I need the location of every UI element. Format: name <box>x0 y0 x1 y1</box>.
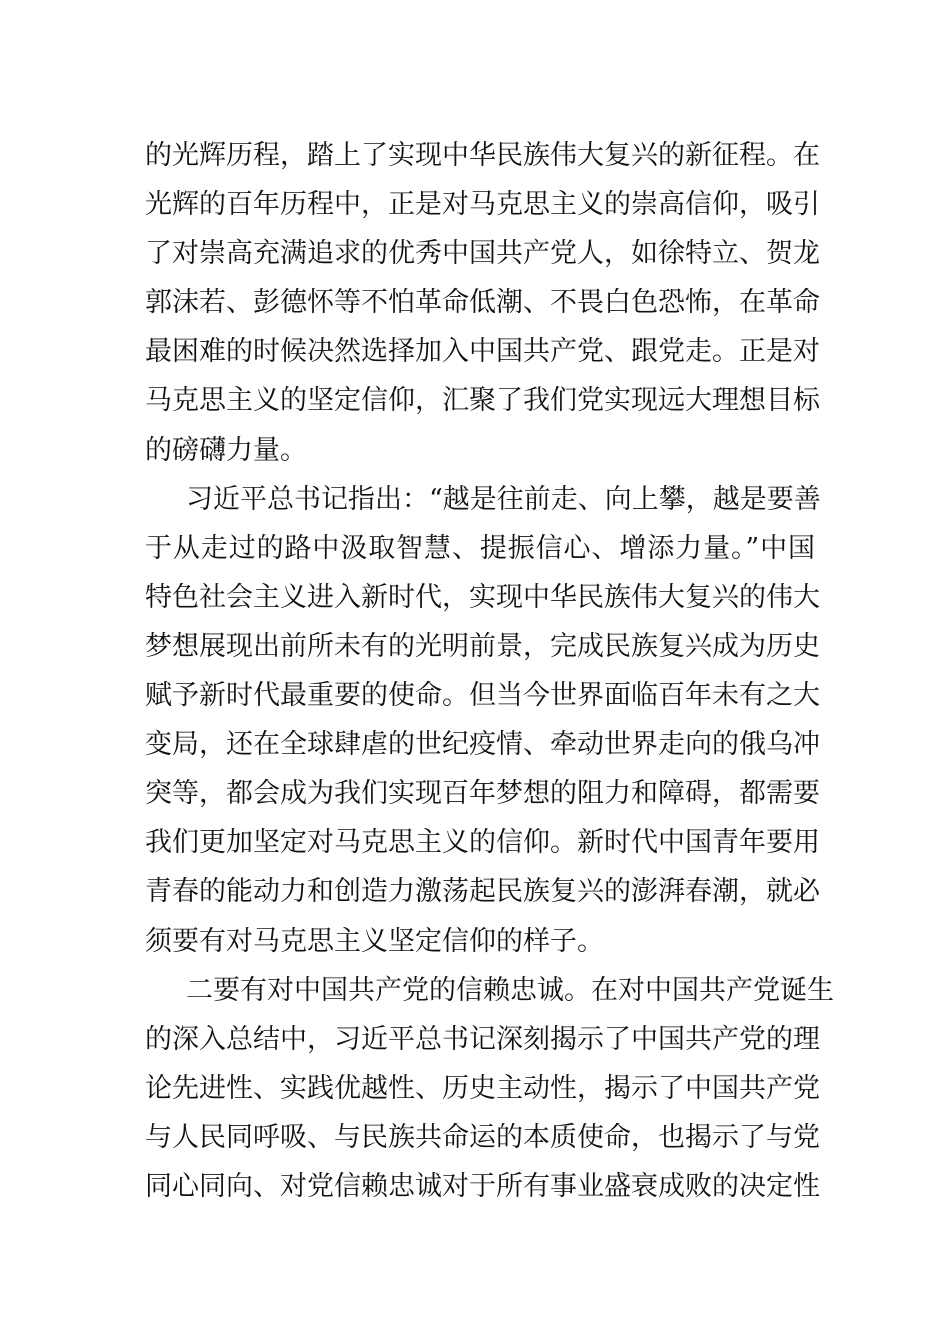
text-line: 我们更加坚定对马克思主义的信仰。新时代中国青年要用 <box>145 827 820 859</box>
text-line: 特色社会主义进入新时代，实现中华民族伟大复兴的伟大 <box>145 581 820 613</box>
document-body <box>145 131 834 1211</box>
text-line: 须要有对马克思主义坚定信仰的样子。 <box>145 925 604 957</box>
text-line: 最困难的时候决然选择加入中国共产党、跟党走。正是对 <box>145 336 820 368</box>
text-line: 的深入总结中，习近平总书记深刻揭示了中国共产党的理 <box>145 1023 820 1055</box>
text-line: 了对崇高充满追求的优秀中国共产党人，如徐特立、贺龙 <box>145 238 820 270</box>
text-line: 变局，还在全球肆虐的世纪疫情、牵动世界走向的俄乌冲 <box>145 729 820 761</box>
text-line: 马克思主义的坚定信仰，汇聚了我们党实现远大理想目标 <box>145 385 820 417</box>
text-line: 的光辉历程，踏上了实现中华民族伟大复兴的新征程。在 <box>145 140 820 171</box>
text-line: 同心同向、对党信赖忠诚对于所有事业盛衰成败的决定性 <box>145 1170 820 1202</box>
text-line: 青春的能动力和创造力激荡起民族复兴的澎湃春潮，就必 <box>145 876 820 908</box>
text-line: 于从走过的路中汲取智慧、提振信心、增添力量。”中国 <box>145 532 815 564</box>
text-line: 二要有对中国共产党的信赖忠诚。在对中国共产党诞生 <box>186 974 834 1006</box>
text-line: 光辉的百年历程中，正是对马克思主义的崇高信仰，吸引 <box>145 189 820 221</box>
text-line: 赋予新时代最重要的使命。但当今世界面临百年未有之大 <box>145 680 820 712</box>
text-line: 郭沫若、彭德怀等不怕革命低潮、不畏白色恐怖，在革命 <box>145 287 820 319</box>
text-line: 的磅礴力量。 <box>145 434 307 466</box>
text-line: 与人民同呼吸、与民族共命运的本质使命，也揭示了与党 <box>145 1121 820 1153</box>
text-line: 梦想展现出前所未有的光明前景，完成民族复兴成为历史 <box>145 630 820 662</box>
text-line: 习近平总书记指出：“越是往前走、向上攀，越是要善 <box>186 483 821 515</box>
text-line: 论先进性、实践优越性、历史主动性，揭示了中国共产党 <box>145 1072 820 1104</box>
text-line: 突等，都会成为我们实现百年梦想的阻力和障碍，都需要 <box>145 778 820 810</box>
